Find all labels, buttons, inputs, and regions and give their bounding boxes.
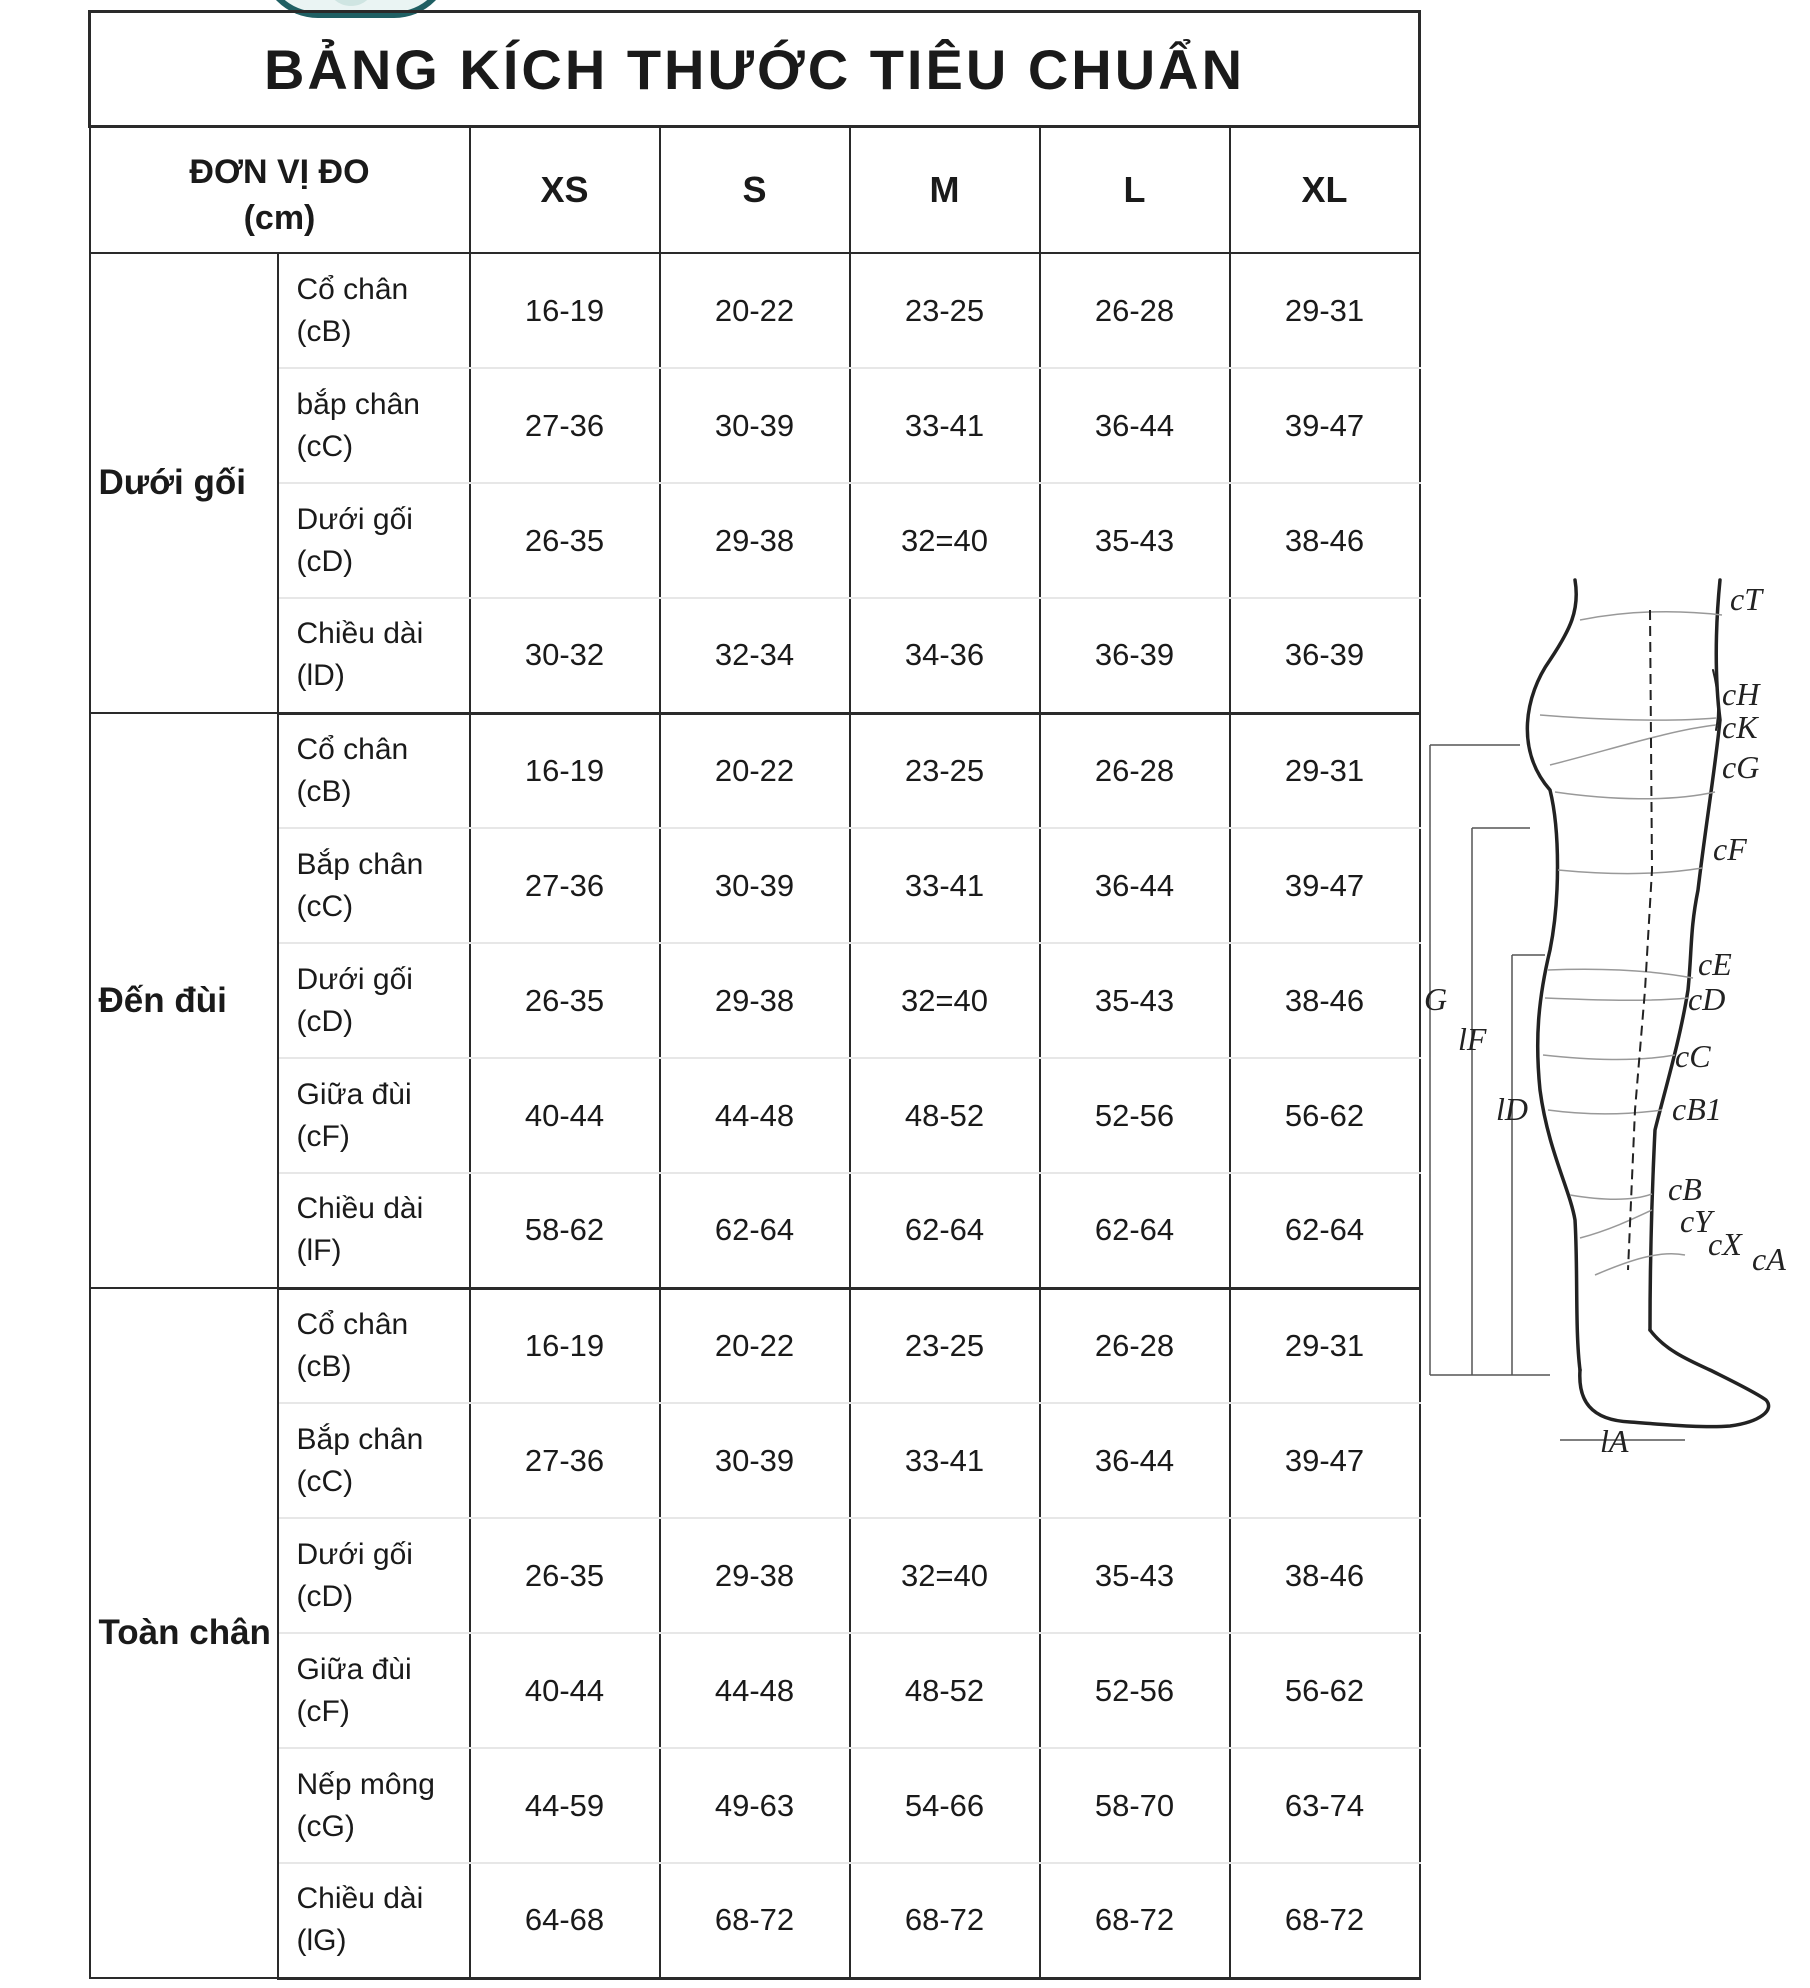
measurement-name: Dưới gối [296,502,413,536]
size-value-m: 23-25 [850,1288,1040,1403]
measurement-label [278,368,470,483]
label-cy: cY [1680,1203,1712,1239]
measurement-code: (cD) [296,544,354,578]
line-cx [1595,1254,1685,1275]
size-value-xs: 40-44 [470,1633,660,1748]
measurement-name: Cổ chân [296,1307,409,1341]
measurement-name: Chiều dài [296,1192,424,1226]
size-value-xs: 27-36 [470,1403,660,1518]
measurement-label [278,713,470,828]
measurement-name: Nếp mông [296,1767,435,1801]
size-value-m: 33-41 [850,1403,1040,1518]
table-row [90,1288,1420,1403]
line-ck [1550,725,1716,765]
size-chart-table [88,10,1421,1980]
size-value-xl: 39-47 [1230,1403,1420,1518]
table-row [90,253,1420,368]
size-value-s: 29-38 [660,1518,850,1633]
label-ca: cA [1752,1241,1786,1277]
size-header-m: M [850,127,1040,254]
size-value-s: 30-39 [660,1403,850,1518]
measurement-label [278,1288,470,1403]
measurement-name: Cổ chân [296,732,409,766]
measurement-code: (cF) [296,1694,350,1728]
measurement-code: (cF) [296,1119,350,1153]
size-value-xs: 16-19 [470,713,660,828]
size-header-s: S [660,127,850,254]
size-value-xs: 27-36 [470,368,660,483]
size-value-xs: 30-32 [470,598,660,713]
measurement-code: (lG) [296,1924,347,1958]
size-value-xl: 39-47 [1230,828,1420,943]
label-cx: cX [1708,1226,1742,1262]
size-value-s: 20-22 [660,713,850,828]
label-ct: cT [1730,581,1762,617]
line-cd [1545,998,1688,1000]
size-header-xs: XS [470,127,660,254]
size-value-s: 30-39 [660,368,850,483]
size-value-xs: 44-59 [470,1748,660,1863]
size-value-l: 26-28 [1040,713,1230,828]
measurement-label [278,1173,470,1288]
size-value-s: 20-22 [660,253,850,368]
leg-outline-back [1527,580,1580,1370]
size-value-s: 49-63 [660,1748,850,1863]
measurement-name: Giữa đùi [296,1077,412,1111]
size-value-l: 52-56 [1040,1058,1230,1173]
size-value-l: 62-64 [1040,1173,1230,1288]
measurement-name: Chiều dài [296,617,424,651]
size-value-xl: 36-39 [1230,598,1420,713]
size-value-xl: 62-64 [1230,1173,1420,1288]
measurement-code: (cC) [296,889,354,923]
size-value-m: 32=40 [850,1518,1040,1633]
table-row [90,713,1420,828]
table-row [90,1403,1420,1518]
leg-outline-foot [1580,1330,1769,1427]
label-g: G [1424,981,1448,1017]
size-value-m: 62-64 [850,1173,1040,1288]
group-label: Toàn chân [90,1288,278,1978]
line-ce [1548,969,1693,978]
group-label: Dưới gối [90,253,278,713]
size-value-xs: 64-68 [470,1863,660,1978]
size-value-xl: 29-31 [1230,713,1420,828]
line-cf [1558,868,1702,874]
size-value-m: 33-41 [850,368,1040,483]
measurement-code: (cB) [296,774,352,808]
line-cy [1580,1210,1652,1238]
size-value-xl: 38-46 [1230,483,1420,598]
size-value-m: 23-25 [850,253,1040,368]
table-row [90,943,1420,1058]
leg-measurement-diagram [1424,570,1810,1490]
measurement-label [278,1403,470,1518]
label-cc: cC [1675,1038,1711,1074]
size-value-l: 58-70 [1040,1748,1230,1863]
size-value-xs: 26-35 [470,1518,660,1633]
size-value-m: 33-41 [850,828,1040,943]
measurement-code: (cD) [296,1004,354,1038]
table-row [90,1748,1420,1863]
table-row [90,1633,1420,1748]
size-value-s: 44-48 [660,1633,850,1748]
size-value-m: 32=40 [850,483,1040,598]
size-value-xs: 16-19 [470,253,660,368]
measurement-label [278,1633,470,1748]
size-value-l: 35-43 [1040,483,1230,598]
size-value-l: 52-56 [1040,1633,1230,1748]
measurement-label [278,1518,470,1633]
size-value-xl: 38-46 [1230,1518,1420,1633]
measurement-label [278,483,470,598]
size-value-xl: 56-62 [1230,1633,1420,1748]
measurement-code: (cC) [296,1464,354,1498]
size-value-l: 36-39 [1040,598,1230,713]
measurement-label [278,1748,470,1863]
size-value-s: 68-72 [660,1863,850,1978]
label-ld: lD [1496,1091,1528,1127]
size-value-xs: 58-62 [470,1173,660,1288]
measurement-code: (cD) [296,1579,354,1613]
measurement-code: (cB) [296,1349,352,1383]
table-title: BẢNG KÍCH THƯỚC TIÊU CHUẨN [90,12,1420,127]
measurement-name: bắp chân [296,387,420,421]
measurement-name: Bắp chân [296,847,424,881]
size-value-l: 35-43 [1040,1518,1230,1633]
table-row [90,1518,1420,1633]
line-ch [1540,715,1716,720]
label-ch: cH [1722,676,1760,712]
size-value-xs: 40-44 [470,1058,660,1173]
size-value-xl: 29-31 [1230,1288,1420,1403]
label-cb1: cB1 [1672,1091,1722,1127]
label-lf: lF [1458,1021,1487,1057]
size-value-xs: 16-19 [470,1288,660,1403]
label-cd: cD [1688,981,1726,1017]
measurement-label [278,598,470,713]
size-value-m: 32=40 [850,943,1040,1058]
measurement-name: Dưới gối [296,962,413,996]
unit-header-line2: (cm) [243,199,316,237]
size-value-xs: 26-35 [470,483,660,598]
size-value-xl: 38-46 [1230,943,1420,1058]
table-row [90,828,1420,943]
line-cg [1555,792,1715,799]
size-value-m: 48-52 [850,1058,1040,1173]
measurement-name: Bắp chân [296,1422,424,1456]
unit-header [90,127,470,254]
size-value-s: 62-64 [660,1173,850,1288]
logo-inner-shape [326,0,376,6]
size-value-xs: 26-35 [470,943,660,1058]
measurement-code: (lF) [296,1234,342,1268]
label-ce: cE [1698,946,1732,982]
size-value-l: 68-72 [1040,1863,1230,1978]
table-row [90,483,1420,598]
measurement-label [278,828,470,943]
table-row [90,1863,1420,1978]
group-label: Đến đùi [90,713,278,1288]
size-value-l: 35-43 [1040,943,1230,1058]
size-value-s: 44-48 [660,1058,850,1173]
size-value-l: 26-28 [1040,253,1230,368]
size-header-l: L [1040,127,1230,254]
line-cb1 [1548,1110,1662,1114]
size-value-m: 54-66 [850,1748,1040,1863]
line-cc [1543,1055,1675,1060]
size-value-m: 68-72 [850,1863,1040,1978]
size-value-m: 48-52 [850,1633,1040,1748]
label-la: lA [1600,1423,1629,1459]
size-value-s: 20-22 [660,1288,850,1403]
label-cg: cG [1722,749,1760,785]
label-ck: cK [1722,709,1758,745]
unit-header-line1: ĐƠN VỊ ĐO [189,153,370,191]
table-row [90,1058,1420,1173]
measurement-code: (cC) [296,429,354,463]
size-value-l: 36-44 [1040,828,1230,943]
size-value-l: 26-28 [1040,1288,1230,1403]
size-value-xl: 56-62 [1230,1058,1420,1173]
size-value-l: 36-44 [1040,368,1230,483]
measurement-name: Dưới gối [296,1537,413,1571]
measurement-name: Cổ chân [296,272,409,306]
size-value-s: 29-38 [660,483,850,598]
measurement-label [278,1058,470,1173]
measurement-name: Chiều dài [296,1882,424,1916]
table-row [90,1173,1420,1288]
size-value-xl: 68-72 [1230,1863,1420,1978]
size-value-xl: 63-74 [1230,1748,1420,1863]
measurement-code: (cG) [296,1809,355,1843]
size-value-m: 34-36 [850,598,1040,713]
label-cb: cB [1668,1171,1702,1207]
size-value-xl: 29-31 [1230,253,1420,368]
size-value-l: 36-44 [1040,1403,1230,1518]
size-value-m: 23-25 [850,713,1040,828]
label-cf: cF [1713,831,1747,867]
size-value-xl: 39-47 [1230,368,1420,483]
size-value-s: 32-34 [660,598,850,713]
measurement-label [278,253,470,368]
measurement-name: Giữa đùi [296,1652,412,1686]
measurement-label [278,1863,470,1978]
measurement-code: (lD) [296,659,345,693]
table-row [90,368,1420,483]
dim-g [1430,745,1550,1375]
measurement-code: (cB) [296,314,352,348]
size-value-s: 30-39 [660,828,850,943]
size-value-xs: 27-36 [470,828,660,943]
size-header-xl: XL [1230,127,1420,254]
size-chart-table-container [88,10,1418,1970]
measurement-label [278,943,470,1058]
table-row [90,598,1420,713]
leg-axis-dashed [1628,610,1652,1270]
line-cb [1570,1194,1652,1199]
size-value-s: 29-38 [660,943,850,1058]
